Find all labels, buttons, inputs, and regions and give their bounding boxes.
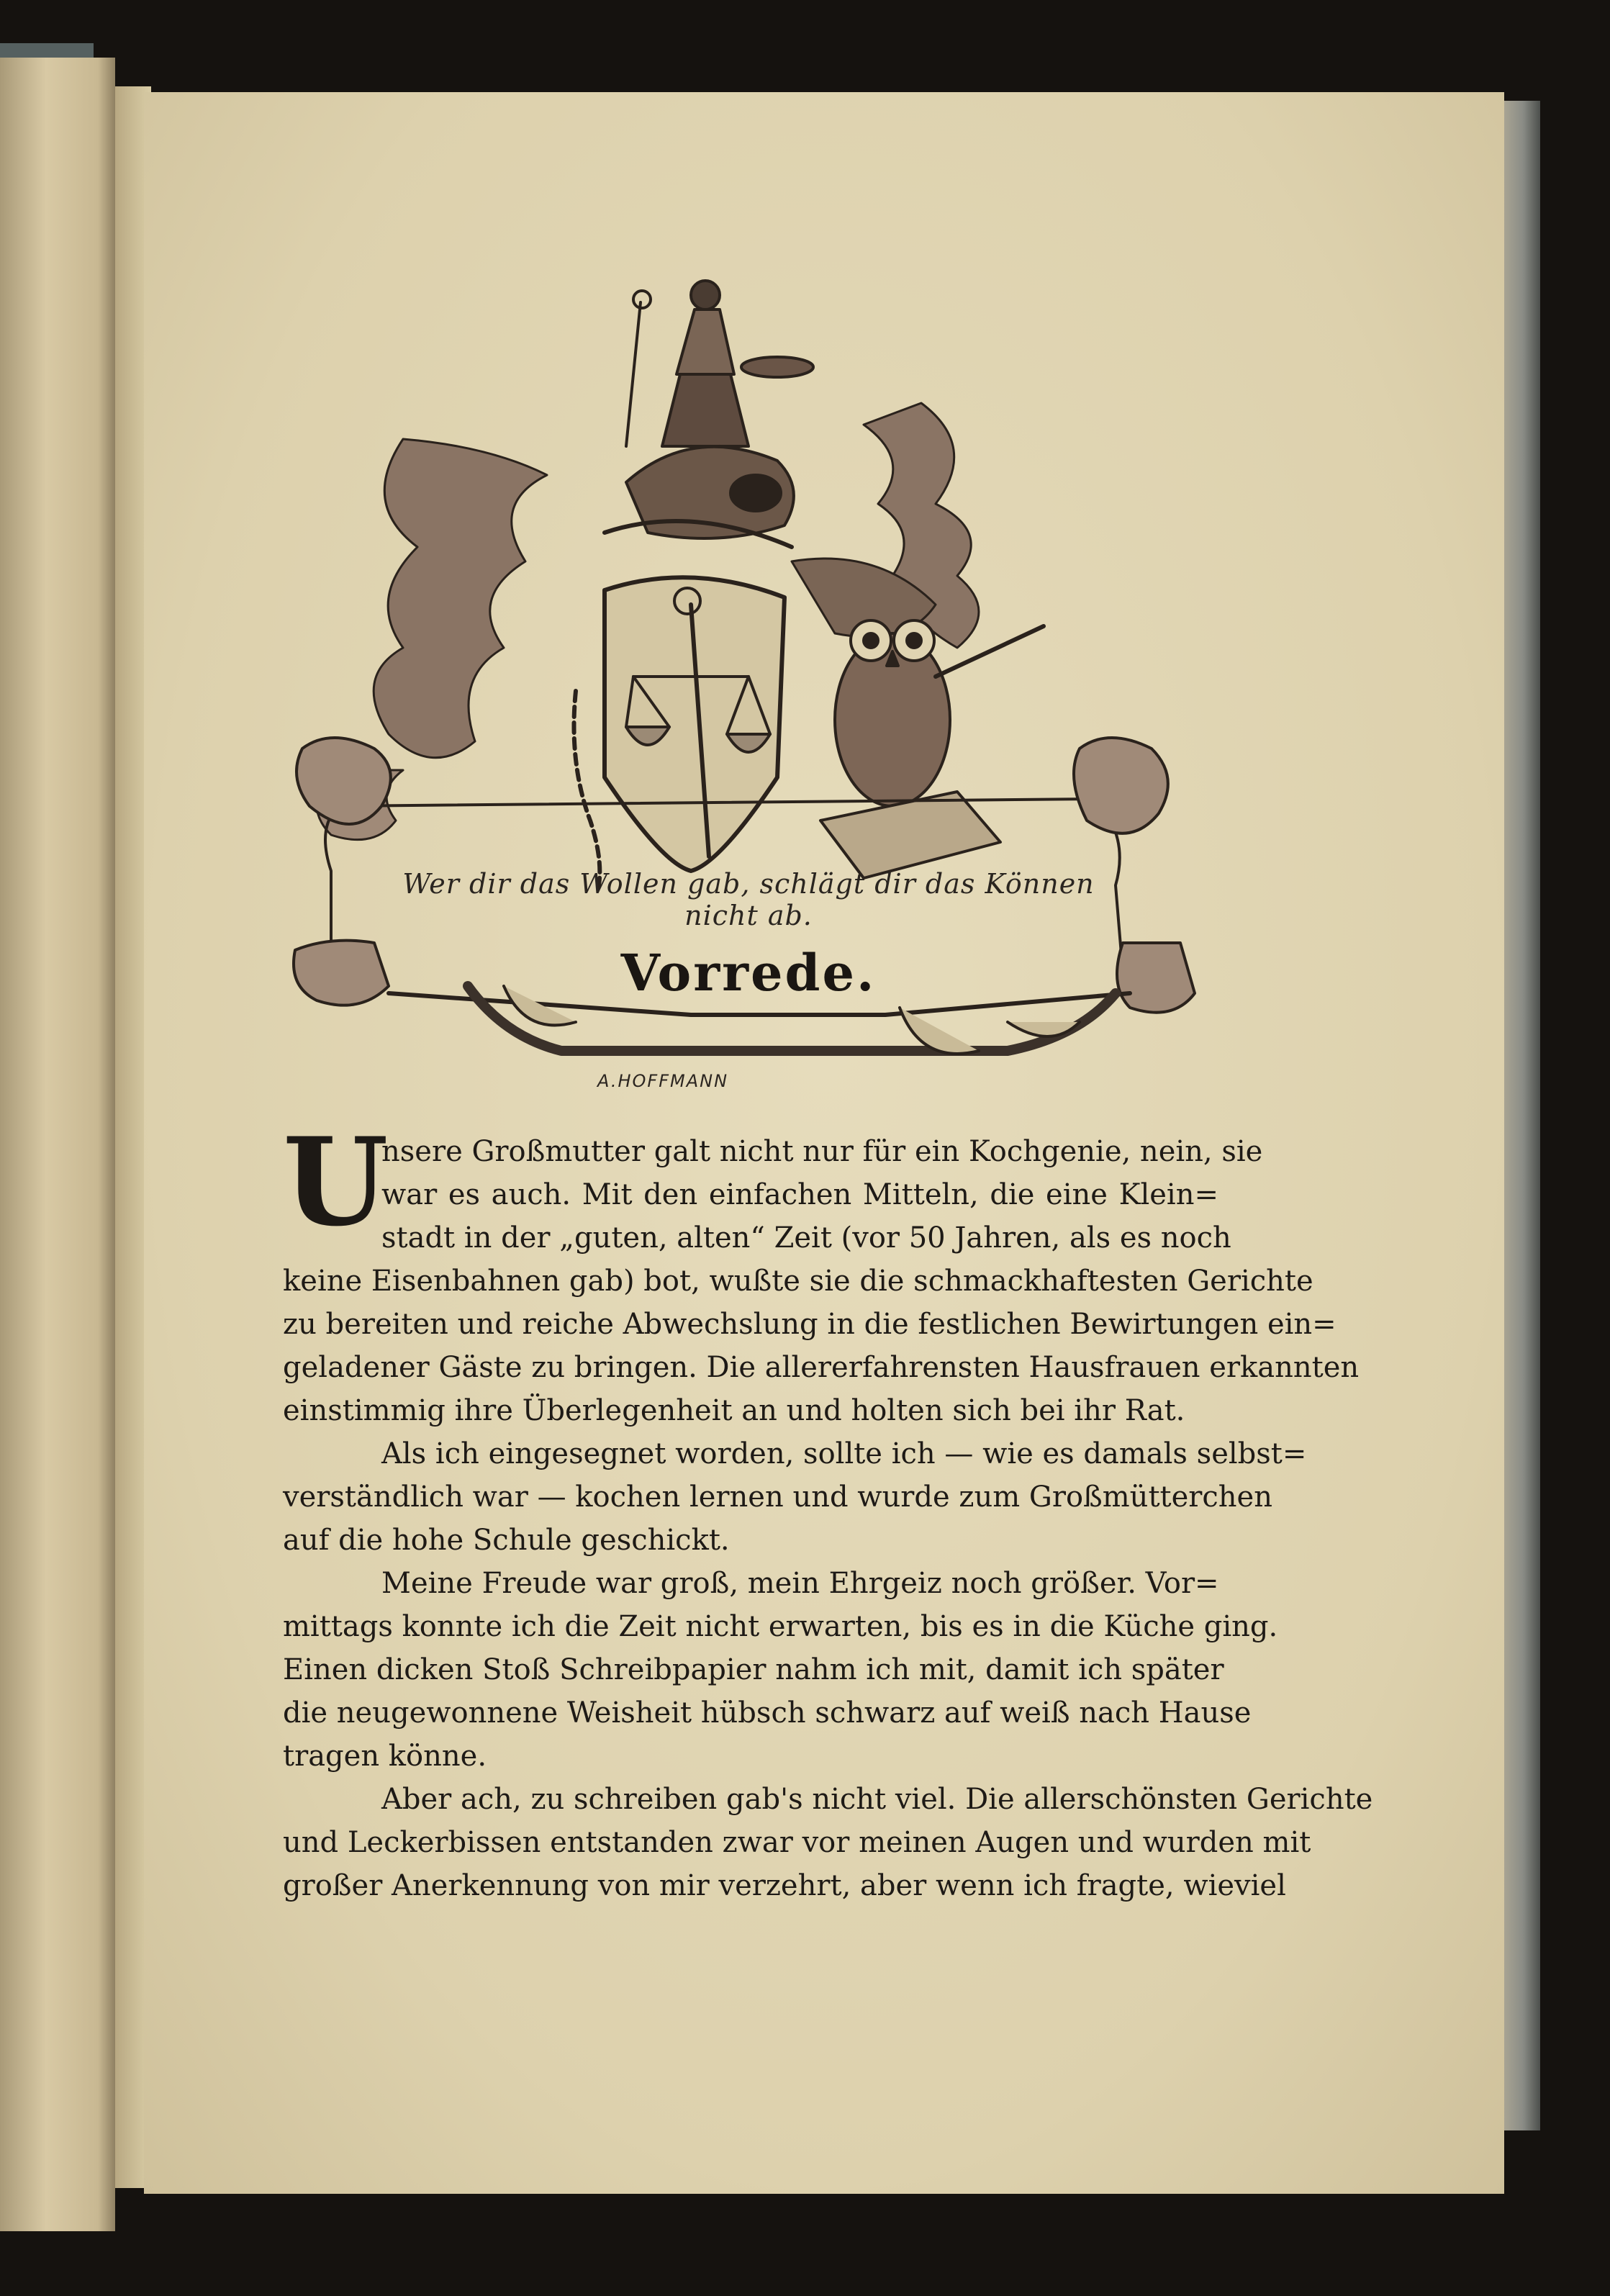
chain bbox=[574, 691, 600, 892]
cook-figure bbox=[626, 281, 813, 457]
text-line: Einen dicken Stoß Schreibpapier nahm ich mit, damit ich später bbox=[283, 1653, 1224, 1686]
left-page-edge bbox=[0, 58, 115, 2231]
text-line: Als ich eingesegnet worden, sollte ich — wie es damals selbst= bbox=[381, 1437, 1307, 1470]
text-line: Aber ach, zu schreiben gab's nicht viel. Die allerschönsten Gerichte bbox=[381, 1783, 1373, 1816]
motto-text: Wer dir das Wollen gab, schlägt dir das Können nicht ab. bbox=[402, 868, 1095, 931]
text-line: war es auch. Mit den einfachen Mitteln, die eine Klein= bbox=[381, 1178, 1218, 1211]
coat-of-arms-shield bbox=[605, 577, 784, 871]
helmet bbox=[605, 447, 794, 547]
page-title: Vorrede. bbox=[620, 943, 877, 1003]
text-line: großer Anerkennung von mir verzehrt, aber wenn ich fragte, wieviel bbox=[283, 1869, 1286, 1902]
text-line: stadt in der „guten, alten“ Zeit (vor 50 Jahren, als es noch bbox=[381, 1221, 1231, 1255]
text-line: nsere Großmutter galt nicht nur für ein Kochgenie, nein, sie bbox=[381, 1135, 1263, 1168]
text-line: tragen könne. bbox=[283, 1740, 487, 1773]
text-line: auf die hohe Schule geschickt. bbox=[283, 1524, 730, 1557]
illustrator-signature: A.HOFFMANN bbox=[597, 1071, 729, 1091]
text-line: einstimmig ihre Überlegenheit an und holten sich bei ihr Rat. bbox=[283, 1394, 1185, 1427]
text-line: zu bereiten und reiche Abwechslung in die festlichen Bewirtungen ein= bbox=[283, 1308, 1337, 1341]
text-line: die neugewonnene Weisheit hübsch schwarz auf weiß nach Hause bbox=[283, 1696, 1252, 1730]
owl bbox=[820, 620, 1044, 878]
text-line: und Leckerbissen entstanden zwar vor meinen Augen und wurden mit bbox=[283, 1826, 1311, 1859]
text-line: keine Eisenbahnen gab) bot, wußte sie die schmackhaftesten Gerichte bbox=[283, 1265, 1313, 1298]
text-line: geladener Gäste zu bringen. Die allererfahrensten Hausfrauen erkannten bbox=[283, 1351, 1360, 1384]
text-line: mittags konnte ich die Zeit nicht erwarten, bis es in die Küche ging. bbox=[283, 1610, 1278, 1643]
drop-initial: U bbox=[283, 1111, 389, 1253]
text-line: verständlich war — kochen lernen und wurde zum Großmütterchen bbox=[283, 1481, 1272, 1514]
text-line: Meine Freude war groß, mein Ehrgeiz noch größer. Vor= bbox=[381, 1567, 1219, 1600]
